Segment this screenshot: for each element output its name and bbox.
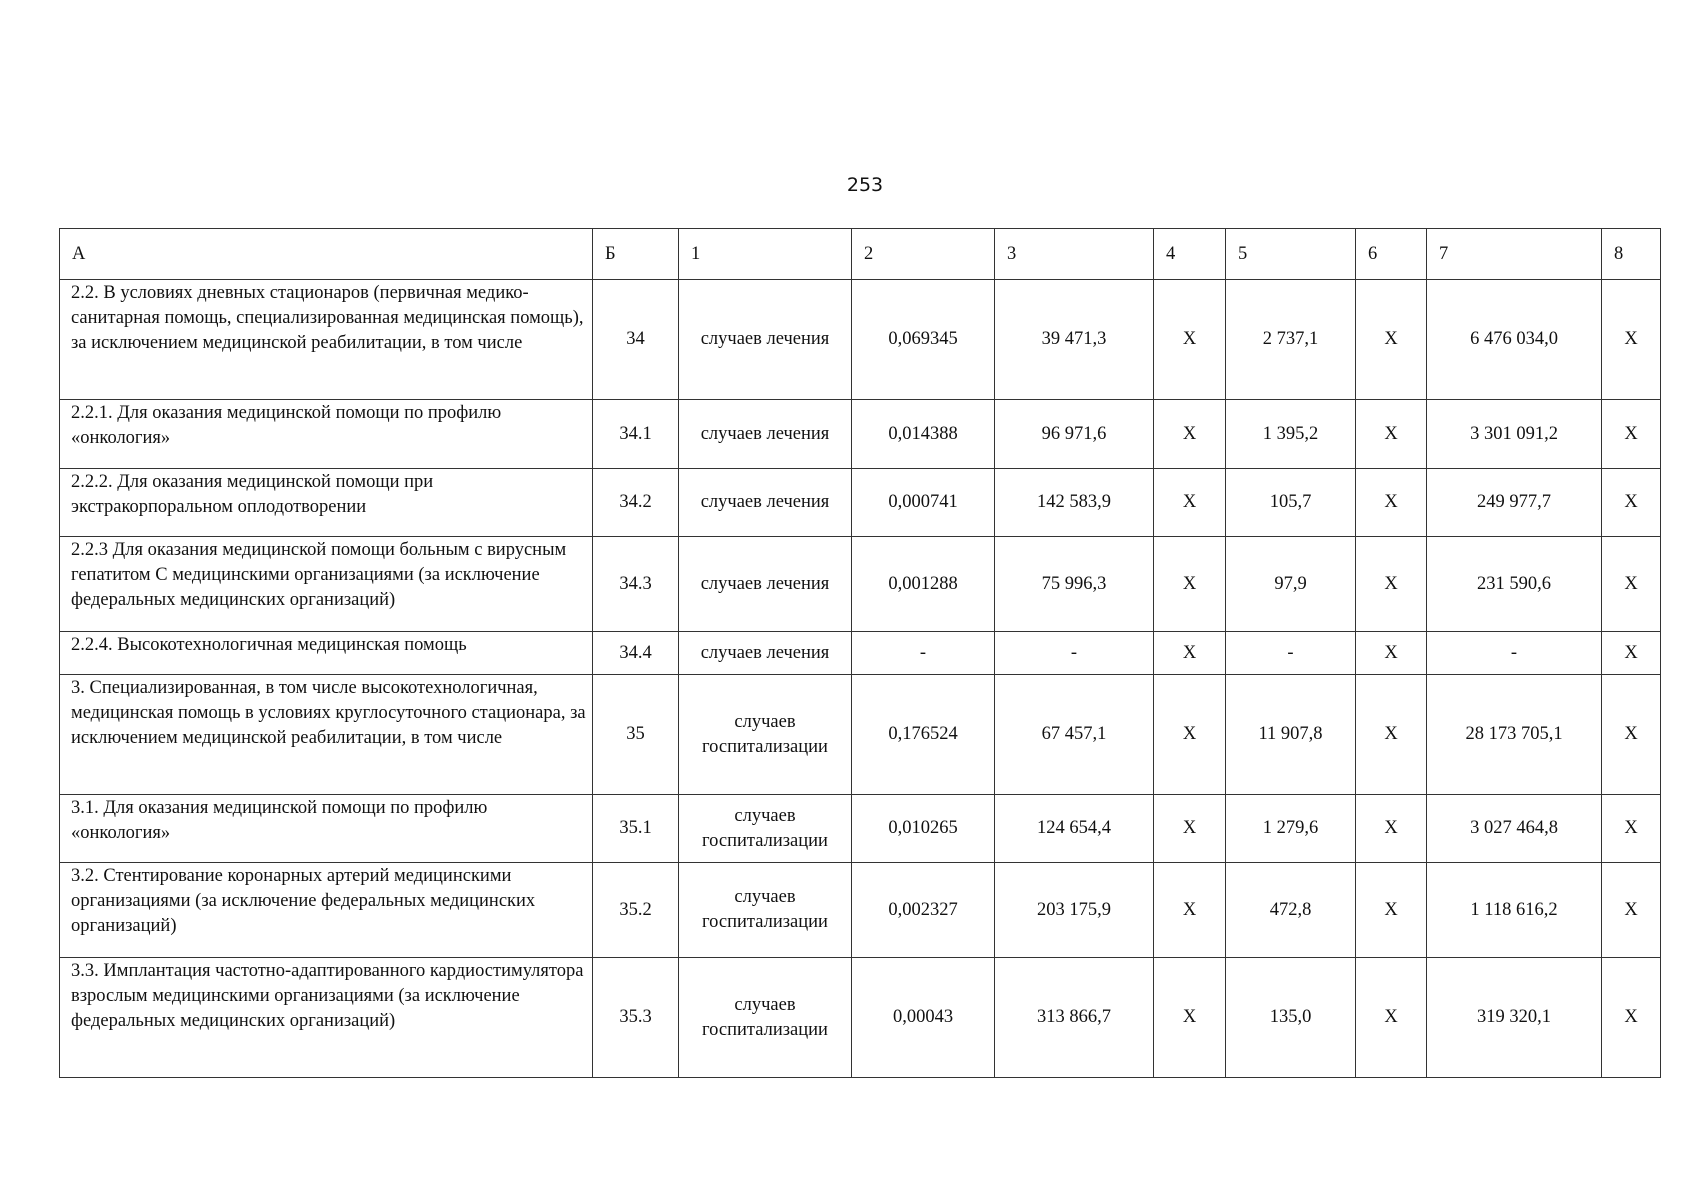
row-name-cell: 3.2. Стентирование коронарных артерий медицинскими организациями (за исключение федеральных медицинских организаций)	[60, 863, 593, 958]
row-value-cell: 124 654,4	[995, 795, 1154, 863]
header-cell: 4	[1154, 229, 1226, 280]
table-row	[60, 795, 1661, 863]
row-value-cell: 6 476 034,0	[1427, 280, 1602, 400]
row-value-cell: Х	[1356, 400, 1427, 469]
row-value-cell: 313 866,7	[995, 958, 1154, 1078]
row-value-cell: Х	[1154, 958, 1226, 1078]
row-unit-cell: случаев лечения	[679, 280, 852, 400]
header-cell: 3	[995, 229, 1154, 280]
row-value-cell: Х	[1602, 632, 1661, 675]
row-name-cell: 2.2. В условиях дневных стационаров (первичная медико-санитарная помощь, специализированная медицинская помощь), за исключением медицинской реабилитации, в том числе	[60, 280, 593, 400]
row-unit-cell: случаев лечения	[679, 632, 852, 675]
row-value-cell: 75 996,3	[995, 537, 1154, 632]
table-row	[60, 537, 1661, 632]
row-name-cell: 2.2.4. Высокотехнологичная медицинская помощь	[60, 632, 593, 675]
row-value-cell: 319 320,1	[1427, 958, 1602, 1078]
row-value-cell: Х	[1154, 469, 1226, 537]
table-row	[60, 280, 1661, 400]
row-value-cell: -	[995, 632, 1154, 675]
row-unit-cell: случаев госпитализации	[679, 675, 852, 795]
row-value-cell: Х	[1602, 795, 1661, 863]
row-value-cell: Х	[1356, 863, 1427, 958]
row-value-cell: Х	[1602, 400, 1661, 469]
row-unit-cell: случаев госпитализации	[679, 795, 852, 863]
row-value-cell: 2 737,1	[1226, 280, 1356, 400]
row-value-cell: Х	[1154, 400, 1226, 469]
row-value-cell: Х	[1356, 795, 1427, 863]
row-value-cell: -	[1427, 632, 1602, 675]
row-value-cell: 231 590,6	[1427, 537, 1602, 632]
table-row	[60, 675, 1661, 795]
row-value-cell: Х	[1154, 795, 1226, 863]
row-value-cell: Х	[1154, 537, 1226, 632]
row-value-cell: 0,014388	[852, 400, 995, 469]
row-value-cell: Х	[1356, 675, 1427, 795]
row-name-cell: 2.2.2. Для оказания медицинской помощи при экстракорпоральном оплодотворении	[60, 469, 593, 537]
row-value-cell: Х	[1602, 280, 1661, 400]
row-name-cell: 3.3. Имплантация частотно-адаптированного кардиостимулятора взрослым медицинскими организациями (за исключение федеральных медицинских организаций)	[60, 958, 593, 1078]
row-code-cell: 34.4	[593, 632, 679, 675]
row-value-cell: -	[852, 632, 995, 675]
row-value-cell: 0,069345	[852, 280, 995, 400]
row-value-cell: Х	[1154, 632, 1226, 675]
row-unit-cell: случаев лечения	[679, 537, 852, 632]
row-code-cell: 34.2	[593, 469, 679, 537]
header-cell: А	[60, 229, 593, 280]
table-row	[60, 863, 1661, 958]
row-value-cell: Х	[1356, 537, 1427, 632]
row-name-cell: 2.2.1. Для оказания медицинской помощи по профилю «онкология»	[60, 400, 593, 469]
header-cell: 6	[1356, 229, 1427, 280]
row-value-cell: Х	[1356, 632, 1427, 675]
row-unit-cell: случаев госпитализации	[679, 863, 852, 958]
row-value-cell: Х	[1602, 469, 1661, 537]
header-cell: Б	[593, 229, 679, 280]
row-value-cell: 0,010265	[852, 795, 995, 863]
header-cell: 1	[679, 229, 852, 280]
row-value-cell: Х	[1154, 280, 1226, 400]
row-name-cell: 3.1. Для оказания медицинской помощи по профилю «онкология»	[60, 795, 593, 863]
table-row	[60, 632, 1661, 675]
row-value-cell: 472,8	[1226, 863, 1356, 958]
row-name-cell: 2.2.3 Для оказания медицинской помощи больным с вирусным гепатитом С медицинскими организациями (за исключение федеральных медицинских организаций)	[60, 537, 593, 632]
row-code-cell: 34	[593, 280, 679, 400]
row-value-cell: 11 907,8	[1226, 675, 1356, 795]
row-code-cell: 35.2	[593, 863, 679, 958]
header-cell: 2	[852, 229, 995, 280]
row-value-cell: Х	[1356, 280, 1427, 400]
row-value-cell: 105,7	[1226, 469, 1356, 537]
row-code-cell: 35.1	[593, 795, 679, 863]
table-row	[60, 958, 1661, 1078]
row-value-cell: Х	[1602, 675, 1661, 795]
header-cell: 7	[1427, 229, 1602, 280]
row-value-cell: 28 173 705,1	[1427, 675, 1602, 795]
row-value-cell: 142 583,9	[995, 469, 1154, 537]
row-value-cell: Х	[1356, 958, 1427, 1078]
row-value-cell: 1 279,6	[1226, 795, 1356, 863]
row-unit-cell: случаев лечения	[679, 469, 852, 537]
header-cell: 5	[1226, 229, 1356, 280]
row-code-cell: 35.3	[593, 958, 679, 1078]
row-value-cell: 3 027 464,8	[1427, 795, 1602, 863]
header-cell: 8	[1602, 229, 1661, 280]
table-row	[60, 469, 1661, 537]
row-value-cell: 1 118 616,2	[1427, 863, 1602, 958]
row-value-cell: Х	[1602, 958, 1661, 1078]
row-value-cell: -	[1226, 632, 1356, 675]
row-value-cell: 0,000741	[852, 469, 995, 537]
row-unit-cell: случаев госпитализации	[679, 958, 852, 1078]
row-value-cell: 0,00043	[852, 958, 995, 1078]
page-number: 253	[846, 174, 884, 196]
data-table	[59, 228, 1661, 1078]
row-value-cell: Х	[1602, 863, 1661, 958]
row-name-cell: 3. Специализированная, в том числе высокотехнологичная, медицинская помощь в условиях круглосуточного стационара, за исключением медицинской реабилитации, в том числе	[60, 675, 593, 795]
row-value-cell: 0,001288	[852, 537, 995, 632]
row-value-cell: 39 471,3	[995, 280, 1154, 400]
row-code-cell: 35	[593, 675, 679, 795]
row-value-cell: 0,176524	[852, 675, 995, 795]
row-value-cell: 0,002327	[852, 863, 995, 958]
table-header-row	[60, 229, 1661, 280]
row-value-cell: 3 301 091,2	[1427, 400, 1602, 469]
row-code-cell: 34.1	[593, 400, 679, 469]
row-code-cell: 34.3	[593, 537, 679, 632]
row-value-cell: 135,0	[1226, 958, 1356, 1078]
row-value-cell: 203 175,9	[995, 863, 1154, 958]
row-value-cell: 67 457,1	[995, 675, 1154, 795]
row-value-cell: Х	[1602, 537, 1661, 632]
row-value-cell: 96 971,6	[995, 400, 1154, 469]
row-value-cell: 1 395,2	[1226, 400, 1356, 469]
row-value-cell: 97,9	[1226, 537, 1356, 632]
row-unit-cell: случаев лечения	[679, 400, 852, 469]
row-value-cell: 249 977,7	[1427, 469, 1602, 537]
row-value-cell: Х	[1154, 863, 1226, 958]
row-value-cell: Х	[1356, 469, 1427, 537]
row-value-cell: Х	[1154, 675, 1226, 795]
table-row	[60, 400, 1661, 469]
